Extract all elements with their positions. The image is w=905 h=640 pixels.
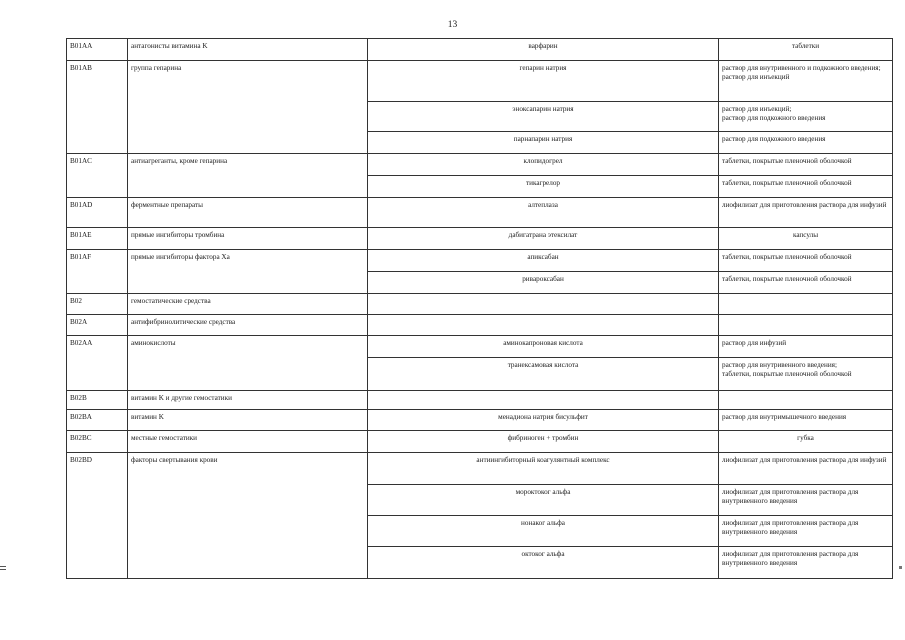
atc-code-cell: B02BA xyxy=(67,410,128,431)
dosage-form-cell: лиофилизат для приготовления раствора для внутривенного введения xyxy=(719,485,893,516)
edge-scan-mark-left xyxy=(0,566,6,570)
edge-scan-mark-right xyxy=(899,566,902,569)
anatomical-therapeutic-group-cell: группа гепарина xyxy=(128,61,368,154)
atc-code-cell: B01AB xyxy=(67,61,128,154)
drug-table-body xyxy=(67,39,893,579)
drug-name-cell: алтеплаза xyxy=(368,198,719,228)
drug-name-cell: аминокапроновая кислота xyxy=(368,336,719,358)
table-row xyxy=(67,410,893,431)
dosage-form-cell: раствор для внутривенного введения; таблетки, покрытые пленочной оболочкой xyxy=(719,358,893,391)
drug-name-cell: октоког альфа xyxy=(368,547,719,579)
drug-name-cell: ривароксабан xyxy=(368,272,719,294)
table-row xyxy=(67,336,893,358)
drug-name-cell: апиксабан xyxy=(368,250,719,272)
dosage-form-cell: таблетки, покрытые пленочной оболочкой xyxy=(719,250,893,272)
anatomical-therapeutic-group-cell: витамин K xyxy=(128,410,368,431)
anatomical-therapeutic-group-cell: антифибринолитические средства xyxy=(128,315,368,336)
page-number: 13 xyxy=(447,20,458,30)
drug-name-cell: тикагрелор xyxy=(368,176,719,198)
drug-name-cell xyxy=(368,294,719,315)
atc-code-cell: B01AE xyxy=(67,228,128,250)
atc-code-cell: B01AC xyxy=(67,154,128,198)
table-row xyxy=(67,431,893,453)
drug-name-cell: менадиона натрия бисульфит xyxy=(368,410,719,431)
anatomical-therapeutic-group-cell: антиагреганты, кроме гепарина xyxy=(128,154,368,198)
dosage-form-cell: лиофилизат для приготовления раствора для внутривенного введения xyxy=(719,547,893,579)
drug-name-cell: антиингибиторный коагулянтный комплекс xyxy=(368,453,719,485)
drug-name-cell: фибриноген + тромбин xyxy=(368,431,719,453)
dosage-form-cell: лиофилизат для приготовления раствора для инфузий xyxy=(719,453,893,485)
anatomical-therapeutic-group-cell: прямые ингибиторы фактора Xa xyxy=(128,250,368,294)
table-row xyxy=(67,228,893,250)
dosage-form-cell: таблетки, покрытые пленочной оболочкой xyxy=(719,176,893,198)
table-row xyxy=(67,198,893,228)
anatomical-therapeutic-group-cell: местные гемостатики xyxy=(128,431,368,453)
drug-name-cell: парнапарин натрия xyxy=(368,132,719,154)
anatomical-therapeutic-group-cell: антагонисты витамина K xyxy=(128,39,368,61)
dosage-form-cell: губка xyxy=(719,431,893,453)
dosage-form-cell: раствор для внутримышечного введения xyxy=(719,410,893,431)
dosage-form-cell: раствор для инфузий xyxy=(719,336,893,358)
anatomical-therapeutic-group-cell: ферментные препараты xyxy=(128,198,368,228)
dosage-form-cell: капсулы xyxy=(719,228,893,250)
dosage-form-cell: раствор для внутривенного и подкожного введения; раствор для инъекций xyxy=(719,61,893,102)
dosage-form-cell: таблетки xyxy=(719,39,893,61)
atc-code-cell: B02BD xyxy=(67,453,128,579)
drug-name-cell: транексамовая кислота xyxy=(368,358,719,391)
drug-name-cell: мороктоког альфа xyxy=(368,485,719,516)
table-row xyxy=(67,294,893,315)
dosage-form-cell xyxy=(719,315,893,336)
table-row xyxy=(67,250,893,272)
drug-name-cell xyxy=(368,391,719,410)
dosage-form-cell: таблетки, покрытые пленочной оболочкой xyxy=(719,154,893,176)
atc-code-cell: B02 xyxy=(67,294,128,315)
anatomical-therapeutic-group-cell: аминокислоты xyxy=(128,336,368,391)
anatomical-therapeutic-group-cell: витамин K и другие гемостатики xyxy=(128,391,368,410)
table-row xyxy=(67,61,893,102)
drug-name-cell: варфарин xyxy=(368,39,719,61)
table-row xyxy=(67,315,893,336)
dosage-form-cell: лиофилизат для приготовления раствора для внутривенного введения xyxy=(719,516,893,547)
drug-name-cell: дабигатрана этексилат xyxy=(368,228,719,250)
dosage-form-cell: раствор для инъекций; раствор для подкожного введения xyxy=(719,102,893,132)
table-row xyxy=(67,39,893,61)
dosage-form-cell xyxy=(719,294,893,315)
anatomical-therapeutic-group-cell: прямые ингибиторы тромбина xyxy=(128,228,368,250)
drug-name-cell: эноксапарин натрия xyxy=(368,102,719,132)
atc-code-cell: B01AD xyxy=(67,198,128,228)
atc-code-cell: B02BC xyxy=(67,431,128,453)
table-row xyxy=(67,391,893,410)
dosage-form-cell: лиофилизат для приготовления раствора для инфузий xyxy=(719,198,893,228)
atc-code-cell: B01AA xyxy=(67,39,128,61)
atc-code-cell: B02A xyxy=(67,315,128,336)
drug-name-cell: нонаког альфа xyxy=(368,516,719,547)
dosage-form-cell: таблетки, покрытые пленочной оболочкой xyxy=(719,272,893,294)
atc-code-cell: B01AF xyxy=(67,250,128,294)
atc-code-cell: B02AA xyxy=(67,336,128,391)
dosage-form-cell: раствор для подкожного введения xyxy=(719,132,893,154)
dosage-form-cell xyxy=(719,391,893,410)
table-row xyxy=(67,453,893,485)
drug-name-cell: клопидогрел xyxy=(368,154,719,176)
atc-code-cell: B02B xyxy=(67,391,128,410)
anatomical-therapeutic-group-cell: гемостатические средства xyxy=(128,294,368,315)
drug-table xyxy=(66,38,893,579)
drug-name-cell xyxy=(368,315,719,336)
anatomical-therapeutic-group-cell: факторы свертывания крови xyxy=(128,453,368,579)
drug-name-cell: гепарин натрия xyxy=(368,61,719,102)
table-row xyxy=(67,154,893,176)
